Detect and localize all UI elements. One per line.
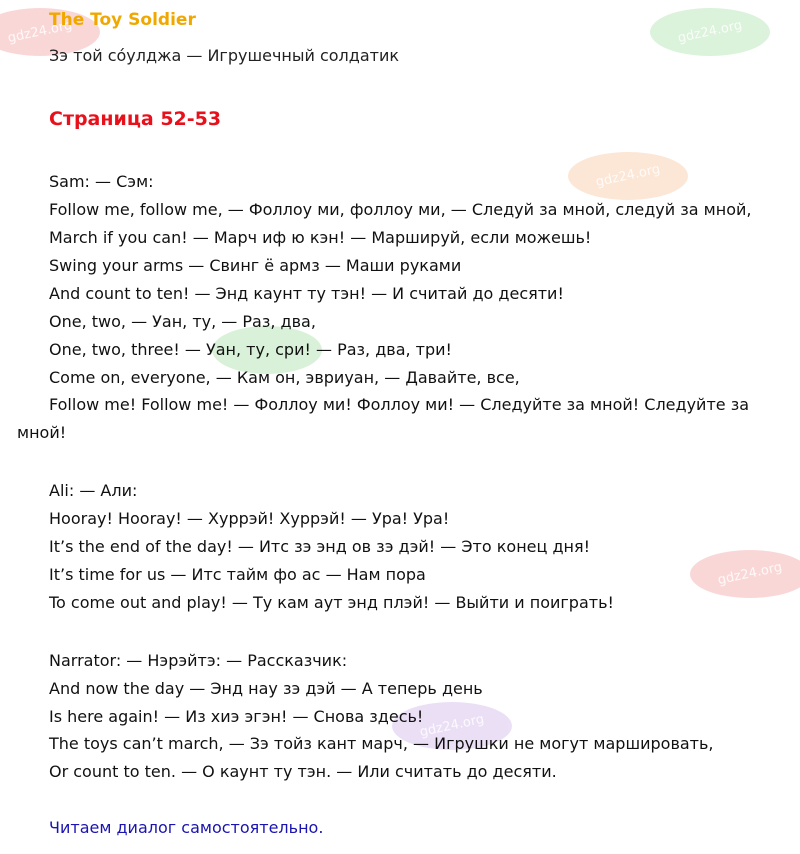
- speaker-ali: Ali: — Али:: [49, 481, 138, 500]
- watermark-text: gdz24.org: [6, 17, 74, 47]
- dialog-line: March if you can! — Марч иф ю кэн! — Маршируй, если можешь!: [49, 228, 592, 247]
- dialog-line: Or count to ten. — О каунт ту тэн. — Или считать до десяти.: [49, 762, 557, 781]
- watermark-text: gdz24.org: [594, 161, 662, 191]
- dialog-line: And count to ten! — Энд каунт ту тэн! — И считай до десяти!: [49, 284, 564, 303]
- dialog-line: It’s time for us — Итс тайм фо ас — Нам пора: [49, 565, 426, 584]
- watermark-blob: [690, 550, 800, 598]
- dialog-line: Follow me, follow me, — Фоллоу ми, фоллоу ми, — Следуй за мной, следуй за мной,: [49, 200, 752, 219]
- footer-note: Читаем диалог самостоятельно.: [49, 818, 324, 837]
- dialog-line-continuation: мной!: [17, 423, 67, 442]
- dialog-line: Hooray! Hooray! — Хуррэй! Хуррэй! — Ура! Ура!: [49, 509, 450, 528]
- dialog-line: To come out and play! — Ту кам аут энд плэй! — Выйти и поиграть!: [49, 593, 614, 612]
- dialog-line: One, two, — Уан, ту, — Раз, два,: [49, 312, 316, 331]
- watermark-blob: [568, 152, 688, 200]
- page-heading: Страница 52-53: [49, 108, 222, 130]
- lesson-title: The Toy Soldier: [49, 10, 196, 30]
- watermark-text: gdz24.org: [716, 559, 784, 589]
- watermark-text: gdz24.org: [676, 17, 744, 47]
- watermark-blob: [650, 8, 770, 56]
- dialog-line: It’s the end of the day! — Итс зэ энд ов зэ дэй! — Это конец дня!: [49, 537, 591, 556]
- watermark-text: gdz24.org: [418, 711, 486, 741]
- dialog-line: One, two, three! — Уан, ту, сри! — Раз, два, три!: [49, 340, 452, 359]
- lesson-subtitle: Зэ той со́улджа — Игрушечный солдатик: [49, 46, 400, 65]
- speaker-narrator: Narrator: — Нэрэйтэ: — Рассказчик:: [49, 651, 348, 670]
- dialog-line: Come on, everyone, — Кам он, эвриуан, — Давайте, все,: [49, 368, 520, 387]
- dialog-line: The toys can’t march, — Зэ тойз кант марч, — Игрушки не могут маршировать,: [49, 734, 714, 753]
- dialog-line: Follow me! Follow me! — Фоллоу ми! Фоллоу ми! — Следуйте за мной! Следуйте за: [49, 395, 750, 414]
- dialog-line: Is here again! — Из хиэ эгэн! — Снова здесь!: [49, 707, 424, 726]
- speaker-sam: Sam: — Сэм:: [49, 172, 154, 191]
- dialog-line: Swing your arms — Свинг ё армз — Маши руками: [49, 256, 462, 275]
- dialog-line: And now the day — Энд нау зэ дэй — А теперь день: [49, 679, 483, 698]
